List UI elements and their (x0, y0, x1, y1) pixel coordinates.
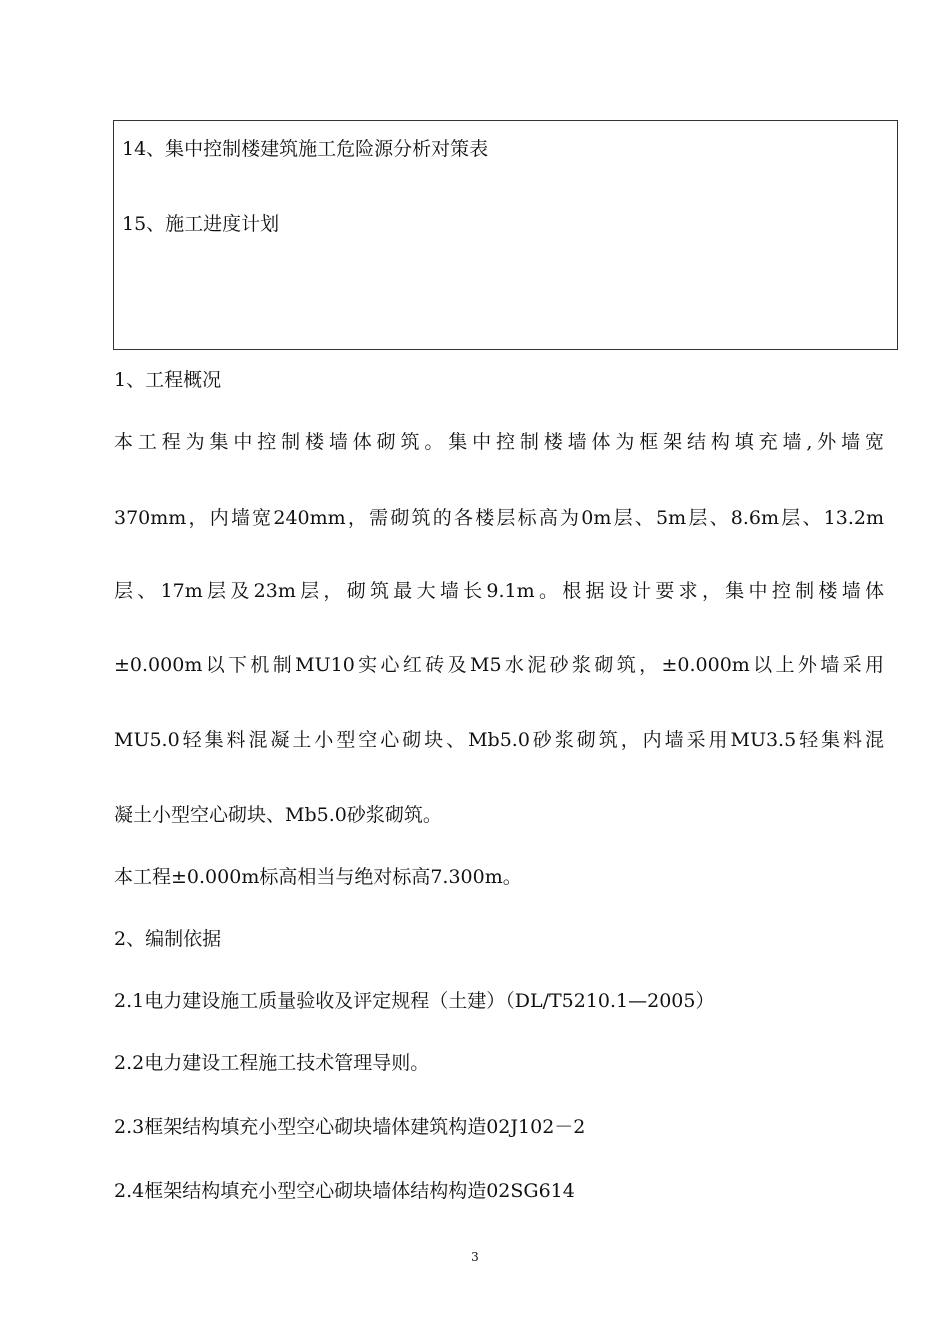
overview-line-5: MU5.0轻集料混凝土小型空心砌块、Mb5.0砂浆砌筑，内墙采用MU3.5轻集料混 (114, 729, 884, 751)
overview-line-4: ±0.000m以下机制MU10实心红砖及M5水泥砂浆砌筑，±0.000m以上外墙采用 (114, 654, 884, 676)
reference-item-2-4: 2.4框架结构填充小型空心砌块墙体结构构造02SG614 (114, 1180, 575, 1202)
reference-item-2-1: 2.1电力建设施工质量验收及评定规程（土建）（DL/T5210.1—2005） (114, 990, 715, 1012)
overview-line-6: 凝土小型空心砌块、Mb5.0砂浆砌筑。 (114, 804, 442, 826)
reference-item-2-3: 2.3框架结构填充小型空心砌块墙体建筑构造02J102－2 (114, 1116, 586, 1138)
section-1-heading: 1、工程概况 (114, 369, 222, 391)
toc-item-14: 14、集中控制楼建筑施工危险源分析对策表 (122, 138, 489, 160)
overview-line-3: 层、17m层及23m层，砌筑最大墙长9.1m。根据设计要求，集中控制楼墙体 (114, 580, 884, 602)
reference-item-2-2: 2.2电力建设工程施工技术管理导则。 (114, 1052, 430, 1074)
page-number: 3 (471, 1250, 479, 1264)
toc-item-15: 15、施工进度计划 (122, 213, 280, 235)
section-2-heading: 2、编制依据 (114, 928, 222, 950)
table-of-contents-box (113, 120, 898, 350)
overview-line-2: 370mm，内墙宽240mm，需砌筑的各楼层标高为0m层、5m层、8.6m层、13.2m (114, 507, 884, 529)
overview-line-1: 本工程为集中控制楼墙体砌筑。集中控制楼墙体为框架结构填充墙,外墙宽 (114, 431, 884, 453)
elevation-note: 本工程±0.000m标高相当与绝对标高7.300m。 (114, 866, 522, 888)
